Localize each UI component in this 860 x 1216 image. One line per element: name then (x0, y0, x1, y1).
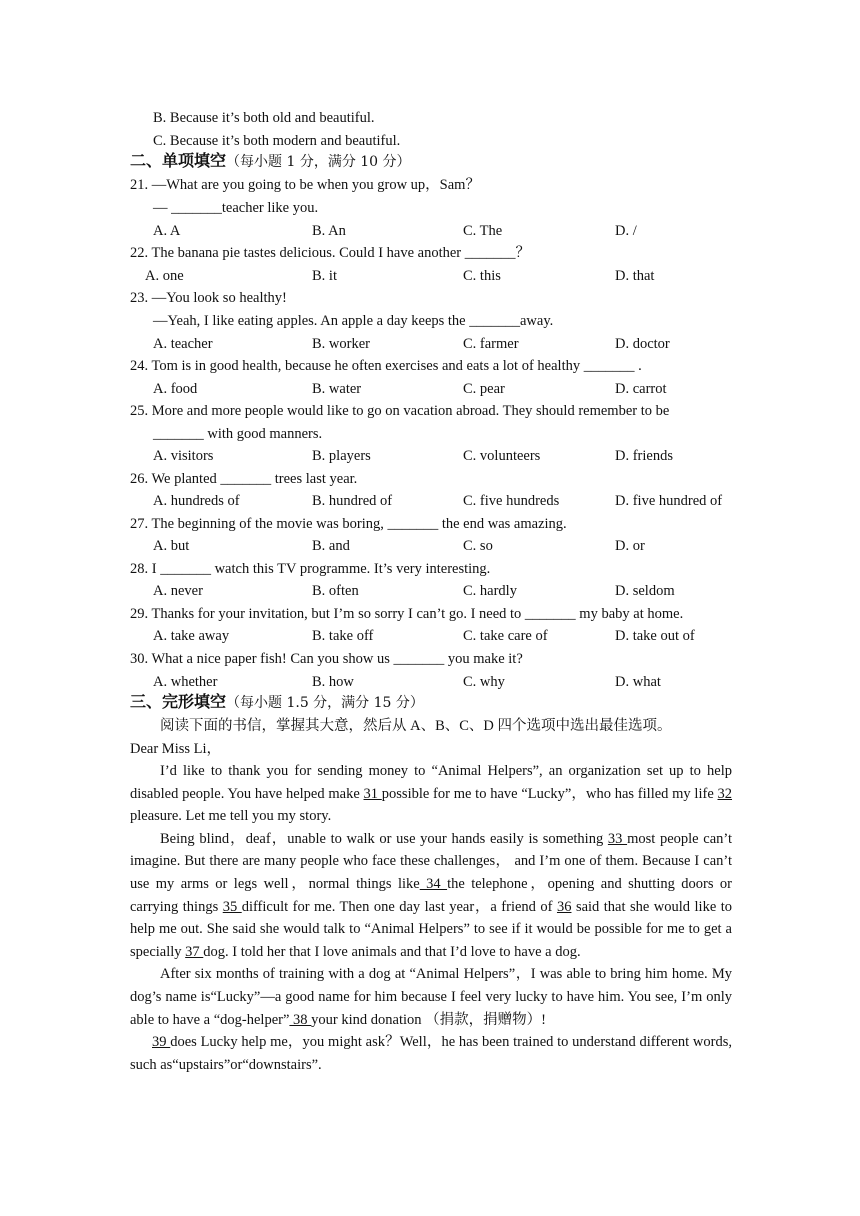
blank-34: 34 (419, 875, 448, 892)
blank-32: 32 (717, 785, 733, 802)
q28-stem: 28. I _______ watch this TV programme. It’s very interesting. (130, 561, 491, 577)
option-b: B. take off (312, 628, 374, 644)
blank-38: 38 (289, 1011, 312, 1028)
option-b: B. worker (312, 336, 370, 352)
option-d: D. that (615, 268, 655, 284)
cloze-instruction: 阅读下面的书信，掌握其大意，然后从 A、B、C、D 四个选项中选出最佳选项。 (160, 718, 672, 734)
option-a: A. food (153, 381, 198, 397)
option-a: A. teacher (153, 336, 213, 352)
q21-stem2: — _______teacher like you. (153, 200, 319, 216)
prev-option-b: B. Because it’s both old and beautiful. (153, 110, 375, 126)
option-c: C. pear (463, 381, 505, 397)
q23-stem: 23. —You look so healthy! (130, 290, 287, 306)
option-c: C. this (463, 268, 501, 284)
paragraph-3: After six months of training with a dog at “Animal Helpers”，I was able to bring him home. My dog’s name is“Lucky”—a good name for him because I feel very lucky to have him. You see, I’m only able to have a “dog-helper” 38 your kind donation （捐款，捐赠物）! (130, 966, 732, 1028)
blank-35: 35 (222, 898, 242, 915)
q30-options (153, 673, 753, 691)
option-d: D. what (615, 674, 661, 690)
blank-37: 37 (185, 943, 204, 960)
option-c: C. farmer (463, 336, 519, 352)
option-d: D. / (615, 223, 637, 239)
option-d: D. five hundred of (615, 493, 723, 509)
q23-options (153, 335, 753, 353)
q24-options (153, 380, 753, 398)
q26-stem: 26. We planted _______ trees last year. (130, 471, 358, 487)
q27-stem: 27. The beginning of the movie was boring, _______ the end was amazing. (130, 516, 567, 532)
q28-options (153, 582, 753, 600)
option-a: A. take away (153, 628, 230, 644)
option-c: C. hardly (463, 583, 517, 599)
q25-stem2: _______ with good manners. (153, 426, 323, 442)
option-d: D. doctor (615, 336, 670, 352)
q21-stem: 21. —What are you going to be when you grow up，Sam？ (130, 177, 480, 193)
option-a: A. visitors (153, 448, 214, 464)
option-d: D. or (615, 538, 645, 554)
q30-stem: 30. What a nice paper fish! Can you show us _______ you make it? (130, 651, 523, 667)
option-d: D. seldom (615, 583, 675, 599)
option-a: A. A (153, 223, 181, 239)
section3-heading: 三、完形填空（每小题 1.5 分，满分 15 分） (130, 692, 424, 711)
option-b: B. and (312, 538, 350, 554)
option-b: B. An (312, 223, 346, 239)
option-b: B. hundred of (312, 493, 393, 509)
option-b: B. how (312, 674, 354, 690)
q27-options (153, 537, 753, 555)
q23-stem2: —Yeah, I like eating apples. An apple a day keeps the _______away. (153, 313, 554, 329)
option-c: C. so (463, 538, 493, 554)
option-c: C. why (463, 674, 505, 690)
letter-body (130, 760, 732, 1076)
q22-options (145, 267, 745, 285)
blank-39: 39 (152, 1034, 171, 1051)
q24-stem: 24. Tom is in good health, because he often exercises and eats a lot of healthy _______ . (130, 358, 642, 374)
option-c: C. volunteers (463, 448, 541, 464)
paragraph-2: Being blind，deaf，unable to walk or use your hands easily is something 33 most people can’t imagine. But there are many people who face these challenges， and I’m one of them. Because I can’t use my arms or legs well，normal things like 34 the telephone，opening and shutting doors or carrying things 35 difficult for me. Then one day last year，a friend of 36 said that she would like to help me out. She said she would talk to “Animal Helpers” to see if it would be possible for me to get a specially 37 dog. I told her that I love animals and that I’d love to have a dog. (130, 830, 733, 960)
option-a: A. never (153, 583, 203, 599)
option-a: A. hundreds of (153, 493, 240, 509)
q26-options (153, 492, 753, 510)
paragraph-1: I’d like to thank you for sending money to “Animal Helpers”, an organization set up to help disabled people. You have helped make 31 possible for me to have “Lucky”，who has filled my life 32 pleasure. Let me tell you my story. (130, 763, 733, 825)
option-a: A. one (145, 268, 184, 284)
option-a: A. whether (153, 674, 218, 690)
option-b: B. it (312, 268, 337, 284)
letter-greeting: Dear Miss Li， (130, 741, 222, 757)
option-a: A. but (153, 538, 190, 554)
q29-options (153, 627, 753, 645)
q22-stem: 22. The banana pie tastes delicious. Could I have another _______？ (130, 245, 530, 261)
option-d: D. friends (615, 448, 673, 464)
option-c: C. The (463, 223, 503, 239)
blank-31: 31 (363, 785, 382, 802)
prev-option-c: C. Because it’s both modern and beautiful. (153, 133, 401, 149)
option-b: B. water (312, 381, 362, 397)
q21-options (153, 222, 753, 240)
section2-heading: 二、单项填空（每小题 1 分，满分 10 分） (130, 151, 411, 170)
paragraph-4: 39 does Lucky help me，you might ask？Well，he has been trained to understand different words, such as“upstairs”or“downstairs”. (130, 1034, 732, 1073)
option-c: C. five hundreds (463, 493, 560, 509)
option-d: D. take out of (615, 628, 695, 644)
option-b: B. often (312, 583, 359, 599)
q25-options (153, 447, 753, 465)
q29-stem: 29. Thanks for your invitation, but I’m so sorry I can’t go. I need to _______ my baby at home. (130, 606, 684, 622)
q25-stem: 25. More and more people would like to go on vacation abroad. They should remember to be (130, 403, 670, 419)
option-b: B. players (312, 448, 371, 464)
option-c: C. take care of (463, 628, 548, 644)
blank-33: 33 (607, 830, 628, 847)
blank-36: 36 (556, 898, 572, 915)
option-d: D. carrot (615, 381, 667, 397)
